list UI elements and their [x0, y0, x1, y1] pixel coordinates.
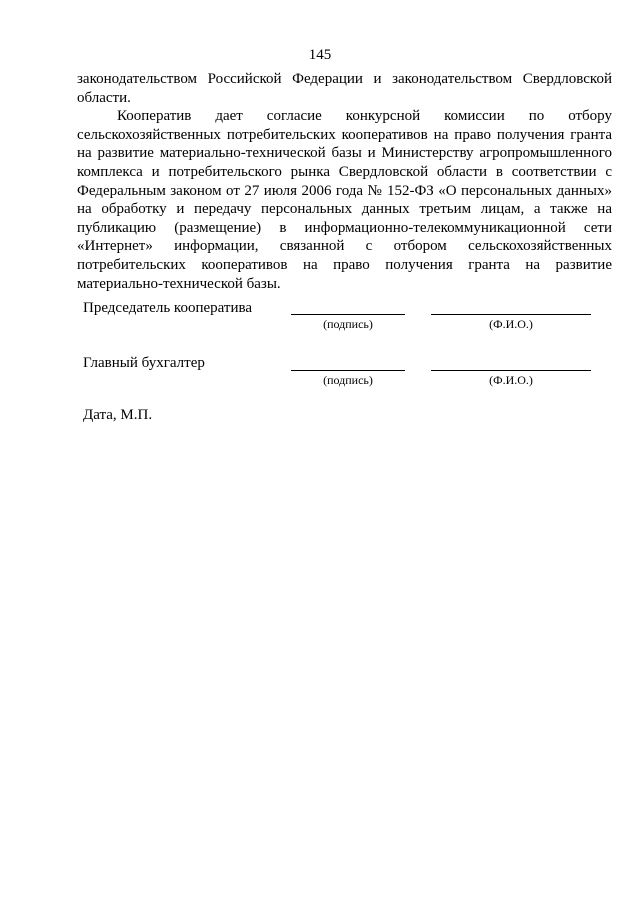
chairman-signature-line: [291, 314, 405, 315]
accountant-name-line: [431, 370, 591, 371]
chairman-name-caption: (Ф.И.О.): [489, 317, 533, 331]
accountant-signature-caption: (подпись): [323, 373, 373, 387]
chairman-signature-caption: (подпись): [323, 317, 373, 331]
document-body: [77, 70, 612, 293]
date-stamp-label: Дата, М.П.: [83, 407, 153, 423]
chairman-label: Председатель кооператива: [83, 300, 253, 316]
accountant-label: Главный бухгалтер: [83, 355, 205, 371]
paragraph-continuation: законодательством Российской Федерации и законодательством Свердловской области.: [77, 71, 612, 106]
chairman-name-line: [431, 314, 591, 315]
accountant-signature-line: [291, 370, 405, 371]
accountant-name-caption: (Ф.И.О.): [489, 373, 533, 387]
page-number: 145: [308, 47, 332, 63]
paragraph-consent: Кооператив дает согласие конкурсной комиссии по отбору сельскохозяйственных потребительских кооперативов на право получения гранта на развитие материально-технической базы и Министерству агропромышленного комплекса и потребительского рынка Свердловской области в соответствии с Федеральным законом от 27 июля 2006 года № 152-ФЗ «О персональных данных» на обработку и передачу персональных данных третьим лицам, а также на публикацию (размещение) в информационно-телекоммуникационной сети «Интернет» информации, связанной с отбором сельскохозяйственных потребительских кооперативов на право получения гранта на развитие материально-технической базы.: [77, 108, 612, 292]
